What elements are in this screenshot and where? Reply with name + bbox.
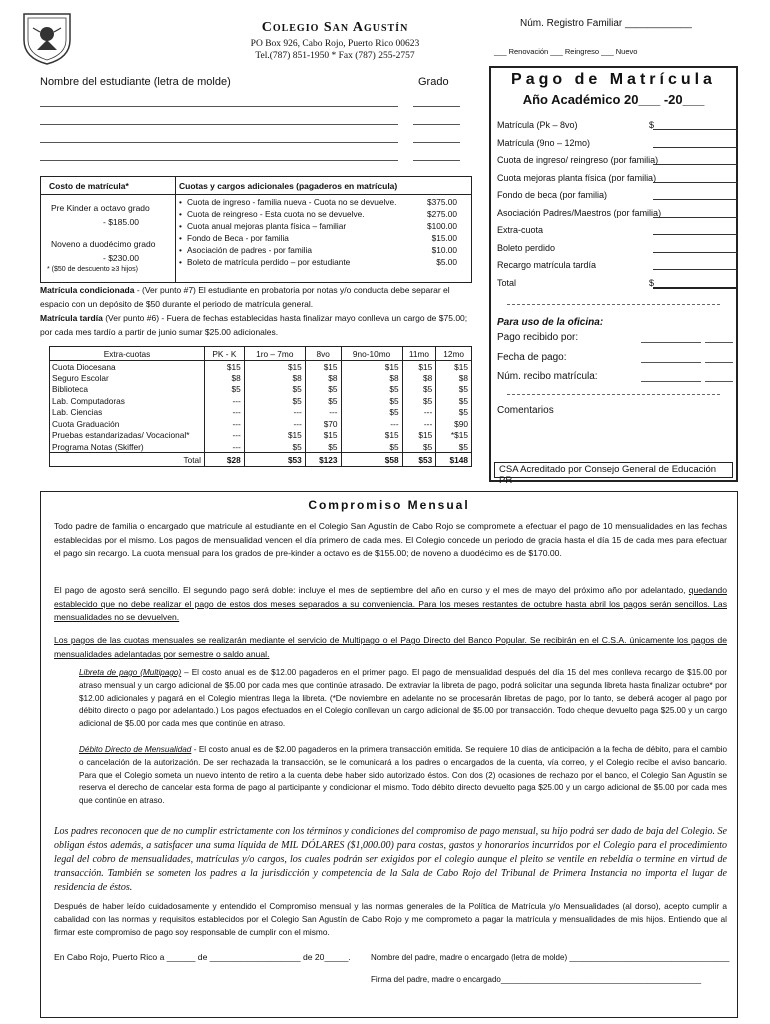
table-row — [50, 361, 472, 373]
fee-amount-cell: $5 — [436, 384, 472, 396]
grade-line-2[interactable] — [413, 124, 460, 125]
fee-amount-cell: --- — [402, 407, 436, 419]
payment-row-input-line — [653, 287, 737, 289]
payment-row-input-line — [653, 199, 737, 200]
payment-row-input-line — [653, 164, 737, 165]
divider — [507, 304, 720, 305]
fee-amount: $5.00 — [436, 257, 457, 267]
payment-row-label: Total — [497, 277, 517, 288]
extra-fees-table — [49, 346, 472, 467]
parent-signature-line[interactable]: Firma del padre, madre o encargado_____________________________________________ — [371, 975, 702, 984]
fee-amount-cell: $5 — [305, 384, 341, 396]
fee-label: Cuota de reingreso - Esta cuota no se devuelve. — [187, 209, 365, 219]
fee-amount-cell: $8 — [244, 372, 305, 384]
payment-row-input-line — [653, 252, 737, 253]
payment-row[interactable] — [497, 241, 737, 257]
fee-amount-cell: $5 — [341, 384, 402, 396]
payment-row-label: Matrícula (Pk – 8vo) — [497, 120, 578, 130]
school-logo — [20, 10, 74, 66]
payment-row-label: Boleto perdido — [497, 242, 556, 253]
fee-amount-cell: $15 — [244, 430, 305, 442]
additional-fees-header: Cuotas y cargos adicionales (pagaderos en matrícula) — [179, 181, 398, 191]
acceptance-paragraph: Después de haber leído cuidadosamente y entendido el Compromiso mensual y las normas generales de la Política de Matrícula y/o Mensualidades (al dorso), acepto cumplir a cabalidad con las normas y requisitos establecidos por el Colegio San Agustín de Cabo Rojo y me comprometo a pagar la matrícula y mensualidades de mis hijos. Entiendo que al firmar este compromiso de pago soy responsable de cumplir con el mismo. — [54, 901, 727, 937]
fee-amount-cell: $15 — [244, 361, 305, 373]
legal-paragraph: Los padres reconocen que de no cumplir estrictamente con los términos y condiciones del compromiso de pago mensual, su hijo podrá ser dado de baja del Colegio. Se obligan éstos además, a satisfacer una suma líquida de MIL DÓLARES ($1,000.00) para costas, gastos y honorarios incurridos por el Colegio para el procedimiento legal del cobro de mensualidades, matrículas y/o cargos, los cuales podrán ser exigidos por el colegio aunque el pleito se ventile en rebeldía o termine en virtud de transacción. También se someten los padres a la jurisdicción y competencia de la Sala de Cabo Rojo del Tribunal de Primera Instancia no importa el lugar de residencia de éstos. — [54, 826, 727, 893]
registration-type-options[interactable]: ___ Renovación ___ Reingreso ___ Nuevo — [494, 47, 638, 56]
fee-amount-cell: $15 — [205, 361, 245, 373]
office-payment-date[interactable]: Fecha de pago: — [497, 352, 567, 363]
fee-amount-cell: --- — [205, 395, 245, 407]
fee-amount-cell: $5 — [305, 441, 341, 453]
office-use-title: Para uso de la oficina: — [497, 317, 604, 328]
tuition-ninth-label: Noveno a duodécimo grado — [51, 239, 156, 249]
fee-amount-cell: $15 — [402, 430, 436, 442]
column-header: 12mo — [436, 347, 472, 361]
column-header: PK - K — [205, 347, 245, 361]
monthly-commitment-box — [40, 491, 738, 1018]
column-header: 11mo — [402, 347, 436, 361]
payment-row[interactable] — [497, 276, 737, 292]
payment-row-label: Cuota de ingreso/ reingreso (por familia) — [497, 155, 659, 165]
student-name-line-1[interactable] — [40, 106, 398, 107]
fee-item: • Cuota de reingreso - Esta cuota no se devuelve. $275.00 — [179, 209, 457, 219]
payment-row-input-line — [653, 234, 737, 235]
office-comments[interactable]: Comentarios — [497, 405, 554, 416]
office-received-by[interactable]: Pago recibido por: — [497, 332, 579, 343]
fee-amount-cell: --- — [205, 441, 245, 453]
student-name-line-3[interactable] — [40, 142, 398, 143]
fee-amount-cell: $5 — [436, 441, 472, 453]
payment-row-currency: $ — [649, 120, 655, 130]
payment-row[interactable] — [497, 118, 737, 134]
fee-name-cell: Biblioteca — [50, 384, 205, 396]
student-name-label: Nombre del estudiante (letra de molde) — [40, 76, 231, 88]
tuition-cost-header: Costo de matrícula* — [49, 181, 129, 191]
payment-row[interactable] — [497, 188, 737, 204]
payment-row[interactable] — [497, 223, 737, 239]
payment-row[interactable] — [497, 153, 737, 169]
accreditation-note: CSA Acreditado por Consejo General de Educación PR — [494, 462, 733, 478]
tuition-prek-label: Pre Kinder a octavo grado — [51, 203, 150, 213]
fee-name-cell: Lab. Computadoras — [50, 395, 205, 407]
fee-name-cell: Cuota Graduación — [50, 418, 205, 430]
tuition-prek-amount: - $185.00 — [103, 217, 139, 227]
student-name-line-2[interactable] — [40, 124, 398, 125]
fee-amount-cell: $8 — [341, 372, 402, 384]
fee-amount-cell: $5 — [402, 384, 436, 396]
fee-amount-cell: $5 — [341, 395, 402, 407]
school-address-block — [200, 38, 470, 62]
table-row — [50, 407, 472, 419]
total-cell: $123 — [305, 453, 341, 467]
divider — [507, 394, 720, 395]
payment-row-input-line — [653, 129, 737, 130]
payment-row[interactable] — [497, 206, 737, 222]
fee-amount-cell: $5 — [402, 441, 436, 453]
school-phone: Tel.(787) 851-1950 * Fax (787) 255-2757 — [255, 51, 415, 61]
column-header: 1ro – 7mo — [244, 347, 305, 361]
total-cell: $148 — [436, 453, 472, 467]
fee-label: Asociación de padres - por familia — [187, 245, 312, 255]
payment-box — [489, 66, 738, 486]
table-row — [50, 384, 472, 396]
fee-name-cell: Pruebas estandarizadas/ Vocacional* — [50, 430, 205, 442]
table-header-row — [50, 347, 472, 361]
table-row — [50, 418, 472, 430]
payment-row-label: Extra-cuota — [497, 225, 544, 235]
total-row — [50, 453, 472, 467]
fee-amount-cell: $8 — [402, 372, 436, 384]
fee-item: • Cuota anual mejoras planta física – familiar $100.00 — [179, 221, 457, 231]
fee-name-cell: Lab. Ciencias — [50, 407, 205, 419]
fee-label: Cuota de ingreso - familia nueva - Cuota no se devuelve. — [187, 197, 397, 207]
fee-label: Cuota anual mejoras planta física – familiar — [187, 221, 347, 231]
fee-amount-cell: $5 — [205, 384, 245, 396]
fee-amount-cell: --- — [244, 407, 305, 419]
column-header: Extra-cuotas — [50, 347, 205, 361]
table-row — [50, 372, 472, 384]
fees-box — [40, 176, 472, 283]
fee-amount-cell: $8 — [305, 372, 341, 384]
payment-row-label: Recargo matrícula tardía — [497, 260, 597, 270]
payment-row-input-line — [653, 182, 737, 183]
fee-amount-cell: $15 — [305, 430, 341, 442]
fee-amount: $275.00 — [427, 209, 457, 219]
fee-amount-cell: $5 — [436, 395, 472, 407]
fee-amount-cell: $5 — [402, 395, 436, 407]
student-name-line-4[interactable] — [40, 160, 398, 161]
school-address: PO Box 926, Cabo Rojo, Puerto Rico 00623 — [250, 39, 420, 49]
fee-amount-cell: --- — [305, 407, 341, 419]
fee-amount-cell: $5 — [244, 441, 305, 453]
commitment-paragraph-2: El pago de agosto será sencillo. El segundo pago será doble: incluye el mes de septiembre del año en curso y el mes de mayo del próximo año por adelantado, quedando establecido que no debe realizar el pago de estos dos meses separados a su conveniencia. Para los meses restantes de octubre hasta abril los pagos serán sencillos. Las mensualidades no se devuelven. — [54, 585, 727, 622]
payment-row-currency: $ — [649, 277, 655, 288]
payment-book-paragraph: Libreta de pago (Multipago) – El costo anual es de $12.00 pagaderos en el primer pago. El pago de mensualidad después del día 15 del mes conlleva recargo de $15.00 por atraso mensual y un cargo adicional de $5.00 por cada mes que continúe atrasado. De extraviar la libreta de pago, podrá solicitar una segunda libreta hasta finalizar octubre* por $12.00 adicionales y pagará en el Colegio mientras llega la libreta. (*De noviembre en adelante no se procesarán libretas de pago, por lo tanto, se deberá acoger al pago por débito directo o pago por adelantado.) Los pagos efectuados en el Colegio conllevan un cargo adicional de $5.00 por transacción. Todo cheque devuelto paga $25.00 y un cargo adicional de $5.00 por cada mes que continúe en atraso. — [79, 668, 727, 729]
fee-amount-cell: $90 — [436, 418, 472, 430]
fee-amount-cell: $5 — [436, 407, 472, 419]
fee-amount-cell: $15 — [402, 361, 436, 373]
fee-amount-cell: $5 — [341, 407, 402, 419]
fee-amount-cell: $15 — [305, 361, 341, 373]
payment-row-input-line — [653, 217, 737, 218]
place-date-line[interactable]: En Cabo Rojo, Puerto Rico a ______ de ___________________ de 20_____. — [54, 952, 351, 962]
fee-amount-cell: $5 — [244, 395, 305, 407]
total-cell: $28 — [205, 453, 245, 467]
fee-amount-cell: --- — [402, 418, 436, 430]
fee-amount: $100.00 — [427, 221, 457, 231]
fee-name-cell: Seguro Escolar — [50, 372, 205, 384]
payment-row[interactable] — [497, 136, 737, 152]
fee-name-cell: Cuota Diocesana — [50, 361, 205, 373]
fee-item: • Boleto de matrícula perdido – por estudiante $5.00 — [179, 257, 457, 267]
school-name: Colegio San Agustín — [261, 20, 409, 35]
fee-amount-cell: --- — [205, 430, 245, 442]
fee-amount-cell: $8 — [205, 372, 245, 384]
conditional-enrollment: Matrícula condicionada - (Ver punto #7) El estudiante en probatoria por notas y/o conducta debe separar el espacio con un depósito de $50 durante el periodo de matrícula general. — [40, 285, 450, 309]
grade-label: Grado — [418, 76, 449, 88]
fee-item: • Fondo de Beca - por familia $15.00 — [179, 233, 457, 243]
fee-amount-cell: $5 — [244, 384, 305, 396]
payment-row-label: Matrícula (9no – 12mo) — [497, 137, 591, 148]
direct-debit-paragraph: Débito Directo de Mensualidad - El costo anual es de $2.00 pagaderos en la primera transacción emitida. Se requiere 10 días de anticipación a la fecha de débito, para el cambio o cancelación de la autorización. De ser rechazada la transacción, se le comunicará a los padres o encargados de la cuenta, vía correo, y el Colegio recibe el aviso bancario. Para que el Colegio someta un nuevo intento de retiro a la cuenta debe haber sido autorizado éstos. Con dos (2) ocasiones de rechazo por el banco, el Colegio San Agustín se reserva el derecho de cancelar esta forma de pago al participante y condicionar el mismo. Todo débito directo devuelto paga $25.00 y un cargo adicional de $5.00 por cada mes que continúe en atraso. — [79, 745, 727, 806]
table-row — [50, 430, 472, 442]
fee-amount-cell: --- — [341, 418, 402, 430]
office-receipt-number[interactable]: Núm. recibo matrícula: — [497, 371, 598, 382]
fee-amount-cell: --- — [205, 407, 245, 419]
fee-amount-cell: $70 — [305, 418, 341, 430]
commitment-paragraph-3: Los pagos de las cuotas mensuales se realizarán mediante el servicio de Multipago o el Pago Directo del Banco Popular. Se recibirán en el C.S.A. únicamente los pagos de mensualidades adelantadas por semestre o saldo anual. — [54, 635, 727, 659]
fee-amount-cell: $15 — [341, 430, 402, 442]
fee-amount-cell: $15 — [436, 361, 472, 373]
payment-row-label: Cuota mejoras planta física (por familia) — [497, 172, 657, 183]
academic-year[interactable]: Año Académico 20___ -20___ — [522, 92, 705, 107]
tuition-ninth-amount: - $230.00 — [103, 253, 139, 263]
fee-amount-cell: --- — [244, 418, 305, 430]
payment-row-input-line — [653, 269, 737, 270]
total-cell: $53 — [402, 453, 436, 467]
fee-amount-cell: --- — [205, 418, 245, 430]
parent-name-line[interactable]: Nombre del padre, madre o encargado (letra de molde) ____________________________________ — [371, 953, 730, 962]
total-cell: $58 — [341, 453, 402, 467]
fee-label: Boleto de matrícula perdido – por estudiante — [187, 257, 351, 267]
fee-amount-cell: $5 — [341, 441, 402, 453]
fee-amount-cell: *$15 — [436, 430, 472, 442]
fee-item: • Cuota de ingreso - familia nueva - Cuota no se devuelve. $375.00 — [179, 197, 457, 207]
payment-row-label: Asociación Padres/Maestros (por familia) — [497, 207, 662, 218]
fee-amount-cell: $5 — [305, 395, 341, 407]
column-header: 9no-10mo — [341, 347, 402, 361]
discount-note: * ($50 de descuento ≥3 hijos) — [47, 266, 139, 273]
table-row — [50, 441, 472, 453]
fee-label: Fondo de Beca - por familia — [187, 233, 289, 243]
payment-row[interactable] — [497, 258, 737, 274]
commitment-paragraph-1: Todo padre de familia o encargado que matricule al estudiante en el Colegio San Agustín de Cabo Rojo se compromete a efectuar el pago de 10 mensualidades en las fechas establecidas por el mismo. Los pagos de mensualidad vencen el día primero de cada mes. El Colegio concede un periodo de gracia hasta el día 15 de cada mes para efectuar el pago sin recargo. La cuota mensual para los grados de pre-kinder a octavo es de $155.00; de noveno a duodécimo es de $170.00. — [54, 521, 727, 558]
payment-title: Pago de Matrícula — [511, 71, 716, 88]
fee-amount: $10.00 — [431, 245, 457, 255]
total-label: Total — [50, 453, 205, 467]
fee-name-cell: Programa Notas (Skiffer) — [50, 441, 205, 453]
fee-amount: $375.00 — [427, 197, 457, 207]
commitment-title: Compromiso Mensual — [308, 498, 470, 512]
column-header: 8vo — [305, 347, 341, 361]
total-cell: $53 — [244, 453, 305, 467]
payment-row[interactable] — [497, 171, 737, 187]
fee-item: • Asociación de padres - por familia $10.00 — [179, 245, 457, 255]
grade-line-3[interactable] — [413, 142, 460, 143]
fee-amount-cell: $8 — [436, 372, 472, 384]
payment-row-label: Fondo de beca (por familia) — [497, 190, 608, 200]
payment-row-input-line — [653, 147, 737, 148]
family-registry-field[interactable]: Núm. Registro Familiar ____________ — [520, 18, 692, 29]
fee-amount-cell: $15 — [341, 361, 402, 373]
late-enrollment: Matrícula tardía (Ver punto #6) - Fuera de fechas establecidas hasta finalizar mayo conlleva un cargo de $75.00; por cada mes tardío a partir de junio sumar $25.00 adicionales. — [40, 313, 468, 337]
grade-line-1[interactable] — [413, 106, 460, 107]
fee-amount: $15.00 — [431, 233, 457, 243]
table-row — [50, 395, 472, 407]
enrollment-conditions — [40, 283, 472, 339]
grade-line-4[interactable] — [413, 160, 460, 161]
